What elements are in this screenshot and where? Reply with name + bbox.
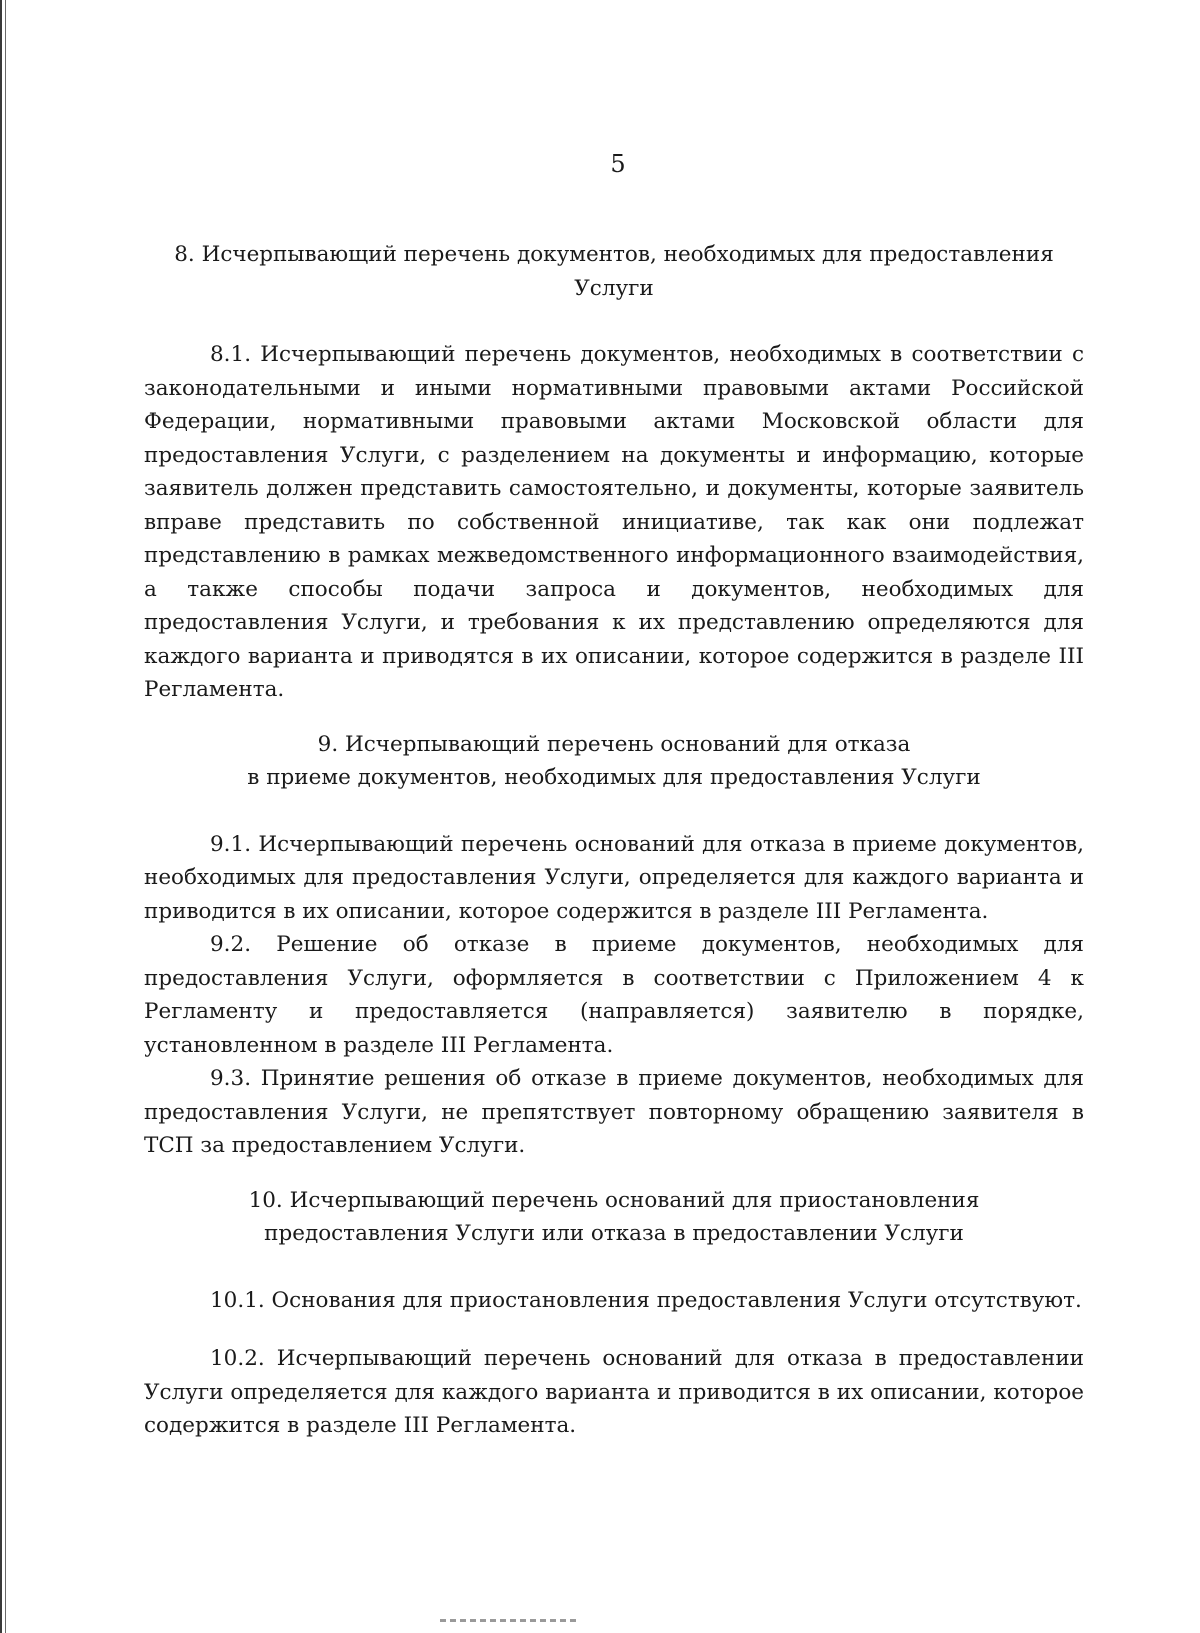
paragraph-10-1: 10.1. Основания для приостановления предоставления Услуги отсутствуют. <box>210 1287 1082 1313</box>
section-10-heading <box>144 1184 1084 1251</box>
section-9-heading <box>144 728 1084 795</box>
heading-line: 10. Исчерпывающий перечень оснований для приостановления <box>248 1187 980 1213</box>
paragraph-10-2: 10.2. Исчерпывающий перечень оснований для отказа в предоставлении Услуги определяется для каждого варианта и приводится в их описании, которое содержится в разделе III Регламента. <box>144 1346 1084 1438</box>
paragraph-9-3: 9.3. Принятие решения об отказе в приеме документов, необходимых для предоставления Услуги, не препятствует повторному обращению заявителя в ТСП за предоставлением Услуги. <box>144 1066 1084 1158</box>
heading-line: в приеме документов, необходимых для предоставления Услуги <box>247 765 981 790</box>
paragraph-9-1: 9.1. Исчерпывающий перечень оснований для отказа в приеме документов, необходимых для предоставления Услуги, определяется для каждого варианта и приводится в их описании, которое содержится в разделе III Регламента. <box>144 831 1084 924</box>
page-number: 5 <box>610 150 626 178</box>
heading-line: Услуги <box>574 275 654 301</box>
document-body <box>144 238 1084 1443</box>
paragraph-8-1: 8.1. Исчерпывающий перечень документов, необходимых в соответствии с законодательными и иными нормативными правовыми актами Российской Федерации, нормативными правовыми актами Московской области для предоставления Услуги, с разделением на документы и информацию, которые заявитель должен представить самостоятельно, и документы, которые заявитель вправе представить по собственной инициативе, так как они подлежат представлению в рамках межведомственного информационного взаимодействия, а также способы подачи запроса и документов, необходимых для предоставления Услуги, и требования к их представлению определяются для каждого варианта и приводятся в их описании, которое содержится в разделе III Регламента. <box>144 342 1084 702</box>
section-8-heading <box>144 238 1084 305</box>
paragraph-9-2: 9.2. Решение об отказе в приеме документов, необходимых для предоставления Услуги, оформляется в соответствии с Приложением 4 к Регламенту и предоставляется (направляется) заявителю в порядке, установленном в разделе III Регламента. <box>144 932 1084 1058</box>
heading-line: 8. Исчерпывающий перечень документов, необходимых для предоставления <box>174 242 1054 267</box>
heading-line: 9. Исчерпывающий перечень оснований для отказа <box>317 731 911 757</box>
heading-line: предоставления Услуги или отказа в предоставлении Услуги <box>264 1221 964 1246</box>
scan-artifact <box>440 1619 580 1622</box>
scan-edge <box>0 0 9 1633</box>
